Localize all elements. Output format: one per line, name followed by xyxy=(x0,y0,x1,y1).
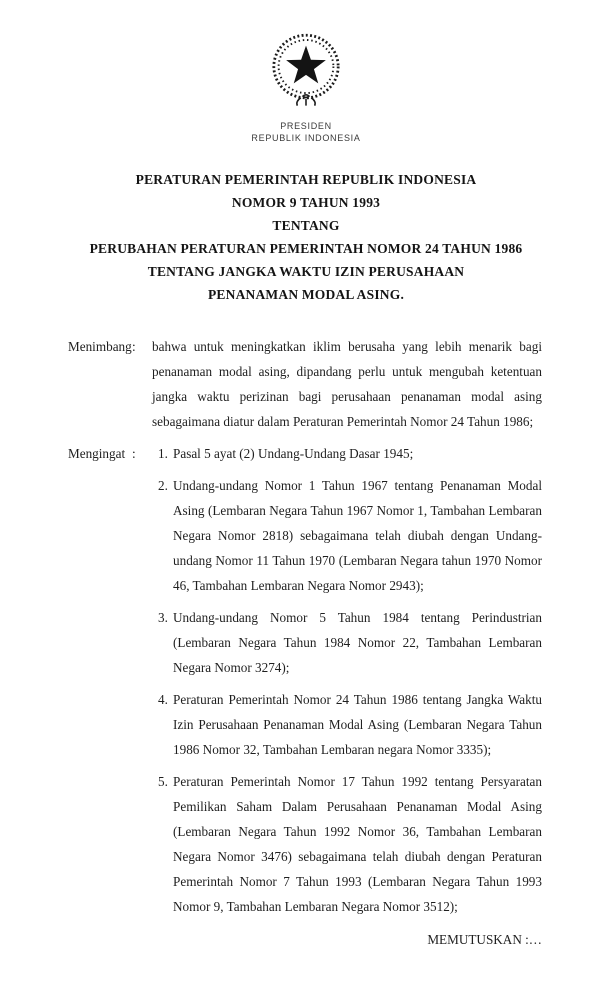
title-line-subject-2: TENTANG JANGKA WAKTU IZIN PERUSAHAAN xyxy=(147,264,465,279)
item-number: 3. xyxy=(158,610,168,625)
item-text: Undang-undang Nomor 1 Tahun 1967 tentang Penanaman Modal Asing (Lembaran Negara Tahun 1967 Nomor 1, Tambahan Lembaran Negara Nomor 2818) sebagaimana telah diubah dengan Undang-undang Nomor 11 Tahun 1970 (Lembaran Negara tahun 1970 Nomor 46, Tambahan Lembaran Negara Nomor 2943); xyxy=(173,478,542,593)
legal-basis-list xyxy=(152,441,542,919)
menimbang-label: Menimbang xyxy=(68,339,132,354)
item-number: 2. xyxy=(158,478,168,493)
title-line-subject-1: PERUBAHAN PERATURAN PEMERINTAH NOMOR 24 TAHUN 1986 xyxy=(89,241,523,256)
title-line-regulation: PERATURAN PEMERINTAH REPUBLIK INDONESIA xyxy=(135,172,477,187)
item-text: Peraturan Pemerintah Nomor 17 Tahun 1992 tentang Persyaratan Pemilikan Saham Dalam Perusahaan Penanaman Modal Asing (Lembaran Negara Tahun 1992 Nomor 36, Tambahan Lembaran Negara Nomor 3476) sebagaimana telah diubah dengan Peraturan Pemerintah Nomor 7 Tahun 1993 (Lembaran Negara Tahun 1993 Nomor 9, Tambahan Lembaran Negara Nomor 3512); xyxy=(173,774,542,914)
document-title xyxy=(0,168,612,306)
legal-basis-item-3 xyxy=(152,605,542,680)
agency-name xyxy=(0,121,612,144)
item-number: 5. xyxy=(158,774,168,789)
legal-basis-item-1 xyxy=(152,441,542,466)
title-line-subject-3: PENANAMAN MODAL ASING. xyxy=(207,287,405,302)
agency-line-presiden: PRESIDEN xyxy=(280,121,332,131)
item-number: 1. xyxy=(158,446,168,461)
title-line-number: NOMOR 9 TAHUN 1993 xyxy=(231,195,381,210)
mengingat-label: Mengingat xyxy=(68,446,126,461)
item-text: Peraturan Pemerintah Nomor 24 Tahun 1986 tentang Jangka Waktu Izin Perusahaan Penanaman Modal Asing (Lembaran Negara Tahun 1986 Nomor 32, Tambahan Lembaran negara Nomor 3335); xyxy=(173,692,542,757)
menimbang-text: bahwa untuk meningkatkan iklim berusaha yang lebih menarik bagi penanaman modal asing, dipandang perlu untuk mengubah ketentuan jangka waktu perizinan bagi perusahaan penanaman modal asing sebagaimana diatur dalam Peraturan Pemerintah Nomor 24 Tahun 1986; xyxy=(152,339,542,429)
mengingat-section xyxy=(68,441,542,919)
memutuskan-continuation-marker: MEMUTUSKAN :… xyxy=(427,932,542,947)
item-text: Pasal 5 ayat (2) Undang-Undang Dasar 1945; xyxy=(173,446,414,461)
legal-basis-item-4 xyxy=(152,687,542,762)
item-text: Undang-undang Nomor 5 Tahun 1984 tentang Perindustrian (Lembaran Negara Tahun 1984 Nomor 22, Tambahan Lembaran Negara Nomor 3274); xyxy=(173,610,542,675)
menimbang-section xyxy=(68,334,542,434)
mengingat-colon: : xyxy=(132,446,136,461)
item-number: 4. xyxy=(158,692,168,707)
document-body xyxy=(68,334,542,952)
document-header xyxy=(0,0,612,144)
presidential-seal-icon xyxy=(264,30,348,110)
legal-basis-item-5 xyxy=(152,769,542,919)
menimbang-colon: : xyxy=(132,339,136,354)
agency-line-republik-indonesia: REPUBLIK INDONESIA xyxy=(251,132,361,143)
title-line-tentang: TENTANG xyxy=(272,218,340,233)
legal-basis-item-2 xyxy=(152,473,542,598)
